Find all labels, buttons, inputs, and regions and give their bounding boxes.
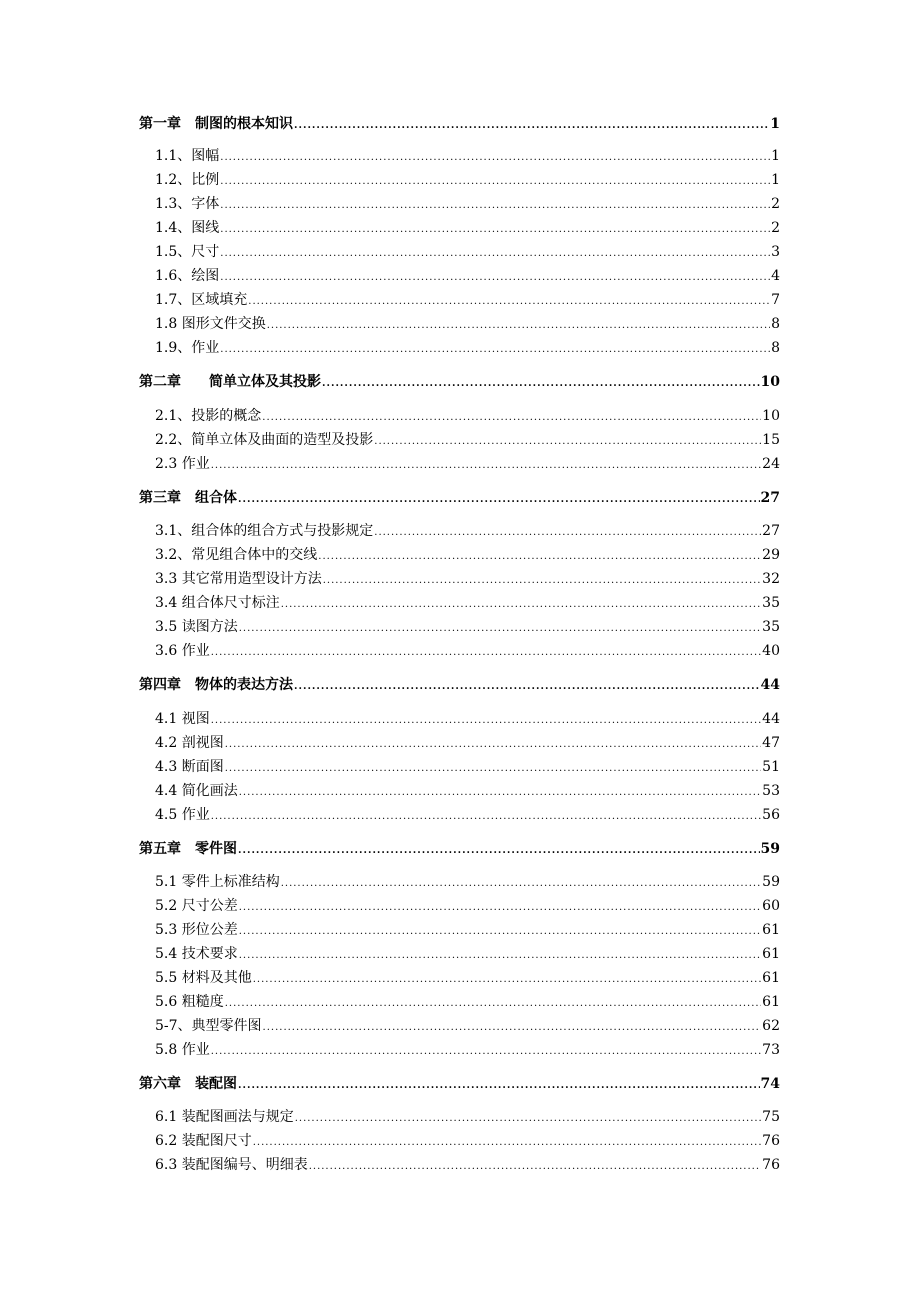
toc-section[interactable] bbox=[155, 1106, 780, 1128]
toc-section[interactable] bbox=[155, 1130, 780, 1152]
page-number: 61 bbox=[762, 994, 780, 1010]
dot-leader bbox=[211, 455, 761, 477]
toc-section[interactable] bbox=[155, 289, 780, 311]
dot-leader bbox=[220, 147, 770, 169]
dot-leader bbox=[239, 618, 761, 640]
dot-leader bbox=[220, 267, 770, 289]
page-number: 53 bbox=[762, 783, 780, 799]
dot-leader bbox=[281, 873, 761, 895]
dot-leader bbox=[309, 1156, 761, 1178]
toc-section[interactable] bbox=[155, 1154, 780, 1176]
toc-section[interactable] bbox=[155, 453, 780, 475]
toc-chapter-3[interactable] bbox=[139, 487, 780, 509]
section-title: 2.3 作业 bbox=[155, 456, 210, 472]
toc-section[interactable] bbox=[155, 193, 780, 215]
dot-leader bbox=[225, 734, 761, 756]
section-title: 4.2 剖视图 bbox=[155, 735, 224, 751]
dot-leader bbox=[262, 407, 761, 429]
page-number: 62 bbox=[762, 1018, 780, 1034]
dot-leader bbox=[211, 710, 761, 732]
page-number: 61 bbox=[762, 970, 780, 986]
toc-section[interactable] bbox=[155, 780, 780, 802]
page-number: 1 bbox=[771, 172, 780, 188]
section-title: 6.2 装配图尺寸 bbox=[155, 1133, 252, 1149]
toc-section[interactable] bbox=[155, 337, 780, 359]
section-title: 3.2、常见组合体中的交线 bbox=[155, 547, 318, 563]
page-number: 15 bbox=[762, 432, 780, 448]
section-title: 3.4 组合体尺寸标注 bbox=[155, 595, 280, 611]
toc-section[interactable] bbox=[155, 568, 780, 590]
section-title: 4.4 简化画法 bbox=[155, 783, 238, 799]
toc-chapter-5[interactable] bbox=[139, 838, 780, 860]
toc-section[interactable] bbox=[155, 405, 780, 427]
dot-leader bbox=[239, 897, 761, 919]
section-title: 1.2、比例 bbox=[155, 172, 220, 188]
chapter-title: 第六章 装配图 bbox=[139, 1076, 237, 1092]
toc-section[interactable] bbox=[155, 732, 780, 754]
page-number: 76 bbox=[762, 1157, 780, 1173]
page-number: 44 bbox=[760, 677, 780, 693]
dot-leader bbox=[248, 291, 770, 313]
dot-leader bbox=[322, 373, 760, 395]
page-number: 59 bbox=[760, 841, 780, 857]
dot-leader bbox=[239, 782, 761, 804]
dot-leader bbox=[220, 339, 770, 361]
page-number: 2 bbox=[771, 196, 780, 212]
section-title: 2.1、投影的概念 bbox=[155, 408, 262, 424]
page-number: 8 bbox=[771, 340, 780, 356]
section-title: 5.5 材料及其他 bbox=[155, 970, 252, 986]
page-number: 35 bbox=[762, 595, 780, 611]
page-number: 51 bbox=[762, 759, 780, 775]
page-number: 75 bbox=[762, 1109, 780, 1125]
chapter-title: 第五章 零件图 bbox=[139, 841, 237, 857]
toc-section[interactable] bbox=[155, 871, 780, 893]
page-number: 59 bbox=[762, 874, 780, 890]
toc-section[interactable] bbox=[155, 592, 780, 614]
toc-section[interactable] bbox=[155, 544, 780, 566]
section-title: 1.5、尺寸 bbox=[155, 244, 220, 260]
page-number: 61 bbox=[762, 922, 780, 938]
page-number: 35 bbox=[762, 619, 780, 635]
page-number: 44 bbox=[762, 711, 780, 727]
page-number: 61 bbox=[762, 946, 780, 962]
dot-leader bbox=[253, 969, 761, 991]
page-number: 47 bbox=[762, 735, 780, 751]
dot-leader bbox=[281, 594, 761, 616]
page-number: 40 bbox=[762, 643, 780, 659]
toc-section[interactable] bbox=[155, 520, 780, 542]
toc-section[interactable] bbox=[155, 169, 780, 191]
page-number: 3 bbox=[771, 244, 780, 260]
page-number: 1 bbox=[771, 148, 780, 164]
chapter-title: 第一章 制图的根本知识 bbox=[139, 116, 293, 132]
section-title: 3.5 读图方法 bbox=[155, 619, 238, 635]
section-title: 5.3 形位公差 bbox=[155, 922, 238, 938]
toc-section[interactable] bbox=[155, 895, 780, 917]
page-number: 1 bbox=[770, 116, 780, 132]
page-number: 32 bbox=[762, 571, 780, 587]
toc-section[interactable] bbox=[155, 967, 780, 989]
dot-leader bbox=[238, 1075, 760, 1097]
section-title: 5.8 作业 bbox=[155, 1042, 210, 1058]
toc-section[interactable] bbox=[155, 640, 780, 662]
dot-leader bbox=[295, 1108, 761, 1130]
page-number: 73 bbox=[762, 1042, 780, 1058]
section-title: 1.8 图形文件交换 bbox=[155, 316, 266, 332]
dot-leader bbox=[238, 489, 760, 511]
dot-leader bbox=[220, 171, 770, 193]
page-number: 8 bbox=[771, 316, 780, 332]
chapter-title: 第三章 组合体 bbox=[139, 490, 237, 506]
toc-section[interactable] bbox=[155, 616, 780, 638]
dot-leader bbox=[238, 840, 760, 862]
section-title: 4.3 断面图 bbox=[155, 759, 224, 775]
section-title: 5.1 零件上标准结构 bbox=[155, 874, 280, 890]
dot-leader bbox=[220, 219, 770, 241]
toc-chapter-1[interactable] bbox=[139, 113, 780, 135]
page-number: 10 bbox=[762, 408, 780, 424]
section-title: 3.6 作业 bbox=[155, 643, 210, 659]
toc-section[interactable] bbox=[155, 145, 780, 167]
toc-section[interactable] bbox=[155, 756, 780, 778]
toc-chapter-2[interactable] bbox=[139, 371, 780, 393]
section-title: 4.5 作业 bbox=[155, 807, 210, 823]
toc-section[interactable] bbox=[155, 919, 780, 941]
dot-leader bbox=[225, 993, 761, 1015]
section-title: 5.4 技术要求 bbox=[155, 946, 238, 962]
section-title: 1.7、区域填充 bbox=[155, 292, 248, 308]
dot-leader bbox=[239, 945, 761, 967]
page-number: 10 bbox=[760, 374, 780, 390]
toc-section[interactable] bbox=[155, 1015, 780, 1037]
dot-leader bbox=[211, 642, 761, 664]
toc-section[interactable] bbox=[155, 804, 780, 826]
page-number: 4 bbox=[771, 268, 780, 284]
page-number: 24 bbox=[762, 456, 780, 472]
dot-leader bbox=[267, 315, 770, 337]
dot-leader bbox=[374, 522, 761, 544]
toc-section[interactable] bbox=[155, 429, 780, 451]
dot-leader bbox=[294, 676, 760, 698]
section-title: 1.6、绘图 bbox=[155, 268, 220, 284]
toc-section[interactable] bbox=[155, 991, 780, 1013]
toc-section[interactable] bbox=[155, 943, 780, 965]
section-title: 6.1 装配图画法与规定 bbox=[155, 1109, 294, 1125]
section-title: 1.4、图线 bbox=[155, 220, 220, 236]
page-number: 29 bbox=[762, 547, 780, 563]
page-number: 7 bbox=[771, 292, 780, 308]
section-title: 5.6 粗糙度 bbox=[155, 994, 224, 1010]
toc-section[interactable] bbox=[155, 265, 780, 287]
page-number: 2 bbox=[771, 220, 780, 236]
dot-leader bbox=[220, 195, 770, 217]
page-number: 74 bbox=[760, 1076, 780, 1092]
dot-leader bbox=[294, 115, 769, 137]
dot-leader bbox=[318, 546, 761, 568]
section-title: 5.2 尺寸公差 bbox=[155, 898, 238, 914]
section-title: 4.1 视图 bbox=[155, 711, 210, 727]
page-number: 76 bbox=[762, 1133, 780, 1149]
toc-section[interactable] bbox=[155, 217, 780, 239]
section-title: 5-7、典型零件图 bbox=[155, 1018, 262, 1034]
section-title: 1.1、图幅 bbox=[155, 148, 220, 164]
dot-leader bbox=[263, 1017, 762, 1039]
dot-leader bbox=[220, 243, 770, 265]
dot-leader bbox=[211, 1041, 761, 1063]
section-title: 2.2、简单立体及曲面的造型及投影 bbox=[155, 432, 374, 448]
dot-leader bbox=[374, 431, 761, 453]
page-number: 27 bbox=[762, 523, 780, 539]
section-title: 3.1、组合体的组合方式与投影规定 bbox=[155, 523, 374, 539]
page-number: 60 bbox=[762, 898, 780, 914]
dot-leader bbox=[225, 758, 761, 780]
page-number: 27 bbox=[760, 490, 780, 506]
section-title: 1.3、字体 bbox=[155, 196, 220, 212]
section-title: 6.3 装配图编号、明细表 bbox=[155, 1157, 308, 1173]
page-number: 56 bbox=[762, 807, 780, 823]
dot-leader bbox=[253, 1132, 761, 1154]
dot-leader bbox=[239, 921, 761, 943]
chapter-title: 第二章 简单立体及其投影 bbox=[139, 374, 321, 390]
toc-section[interactable] bbox=[155, 708, 780, 730]
toc-chapter-4[interactable] bbox=[139, 674, 780, 696]
toc-section[interactable] bbox=[155, 1039, 780, 1061]
toc-section[interactable] bbox=[155, 313, 780, 335]
toc-chapter-6[interactable] bbox=[139, 1073, 780, 1095]
chapter-title: 第四章 物体的表达方法 bbox=[139, 677, 293, 693]
section-title: 3.3 其它常用造型设计方法 bbox=[155, 571, 322, 587]
toc-section[interactable] bbox=[155, 241, 780, 263]
section-title: 1.9、作业 bbox=[155, 340, 220, 356]
dot-leader bbox=[323, 570, 761, 592]
dot-leader bbox=[211, 806, 761, 828]
